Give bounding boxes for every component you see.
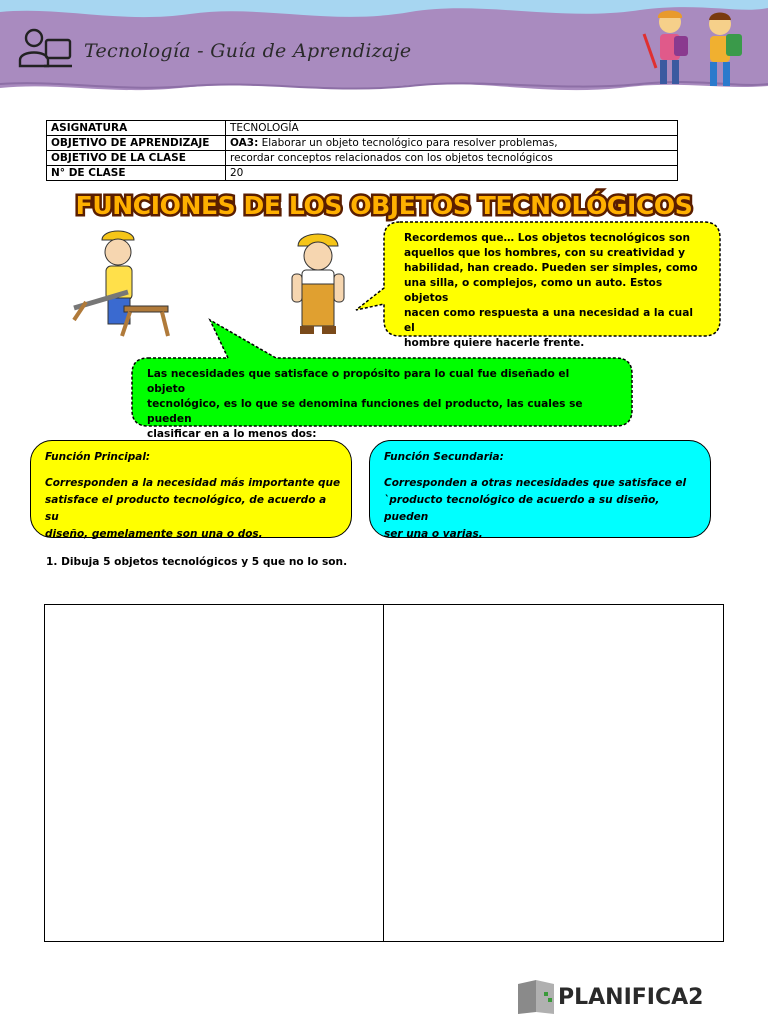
logo-text: PLANIFICA2 [558,985,704,1010]
planifica2-logo [514,972,754,1016]
header-title: Tecnología - Guía de Aprendizaje [84,40,412,62]
info-key: OBJETIVO DE APRENDIZAJE [47,136,226,151]
bubble-line: clasificar en a lo menos dos: [147,428,317,440]
main-title-text: FUNCIONES DE LOS OBJETOS TECNOLÓGICOS [75,191,693,220]
bubble-green-text [147,367,607,442]
drawing-cell-left[interactable] [45,605,384,941]
info-value: TECNOLOGÍA [226,121,678,136]
function-principal-box [30,440,352,538]
box-line: ser una o varias. [384,528,483,540]
box-line: satisface el producto tecnológico, de acuerdo a su [45,494,327,523]
bubble-line: tecnológico, es lo que se denomina funciones del producto, las cuales se pueden [147,398,583,425]
info-key: N° DE CLASE [47,166,226,181]
bubble-line: hombre quiere hacerle frente. [404,337,585,349]
info-table [46,120,678,181]
info-key: OBJETIVO DE LA CLASE [47,151,226,166]
bubble-line: aquellos que los hombres, con su creatividad y [404,247,686,259]
bubble-line: una silla, o complejos, como un auto. Estos objetos [404,277,663,304]
function-secundaria-box [369,440,711,538]
bubble-line: Recordemos que… Los objetos tecnológicos son [404,232,690,244]
info-row-asignatura [47,121,678,136]
kids-backpacks-illustration [634,4,754,96]
box-line: diseño, gemelamente son una o dos. [45,528,263,540]
function-principal-text [45,475,341,543]
drawing-cell-right[interactable] [385,605,723,941]
box-line: Corresponden a otras necesidades que satisface el [384,477,687,489]
function-secundaria-text [384,475,700,543]
function-principal-heading: Función Principal: [45,451,151,463]
bubble-line: habilidad, han creado. Pueden ser simples, como [404,262,698,274]
info-row-numero-clase [47,166,678,181]
box-line: Corresponden a la necesidad más importante que [45,477,341,489]
box-line: `producto tecnológico de acuerdo a su diseño, pueden [384,494,660,523]
function-secundaria-heading: Función Secundaria: [384,451,504,463]
info-row-objetivo-aprendizaje [47,136,678,151]
bubble-line: Las necesidades que satisface o propósito para lo cual fue diseñado el objeto [147,368,570,395]
drawing-table [44,604,724,942]
info-key: ASIGNATURA [47,121,226,136]
bubble-line: nacen como respuesta a una necesidad a la cual el [404,307,693,334]
exercise-question: 1. Dibuja 5 objetos tecnológicos y 5 que no lo son. [46,556,348,568]
info-value: recordar conceptos relacionados con los objetos tecnológicos [226,151,678,166]
info-value: 20 [226,166,678,181]
computer-user-icon [14,26,74,72]
info-row-objetivo-clase [47,151,678,166]
info-value: OA3: Elaborar un objeto tecnológico para resolver problemas, [226,136,678,151]
